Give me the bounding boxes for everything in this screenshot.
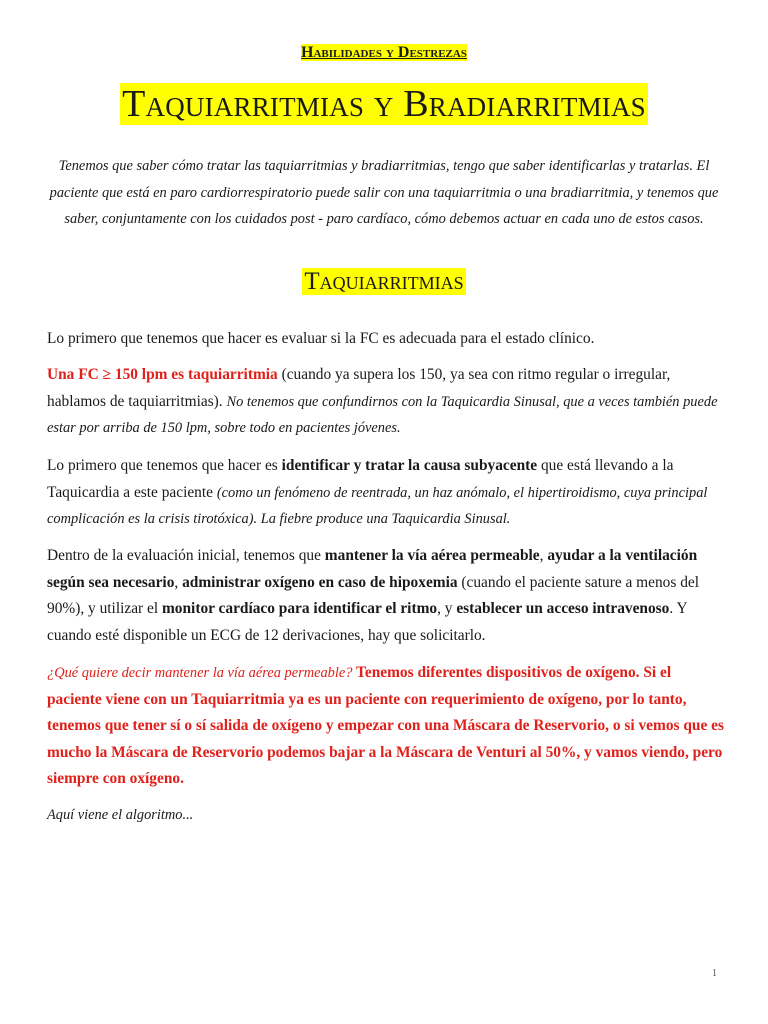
- paragraph-2-text: (cuando ya supera los 150, ya sea con ritmo regular o irregular, hablamos de taquiarritmias).: [47, 366, 671, 410]
- page-title: [0, 82, 768, 126]
- paragraph-4-bold-monitor: monitor cardíaco para identificar el ritmo: [161, 600, 438, 617]
- paragraph-4-bold-oxygen: administrar oxígeno en caso de hipoxemia: [182, 573, 458, 591]
- paragraph-4-text-c: ,: [539, 547, 548, 564]
- paragraph-4-bold-airway: mantener la vía aérea permeable: [324, 547, 540, 564]
- paragraph-2-note: No tenemos que confundirnos con la Taquicardia Sinusal, que a veces también puede estar por arriba de 150 lpm, sobre todo en pacientes jóvenes.: [47, 393, 718, 436]
- algorithm-note: Aquí viene el algoritmo...: [47, 807, 194, 823]
- paragraph-6: [47, 802, 725, 829]
- paragraph-1: Lo primero que tenemos que hacer es evaluar si la FC es adecuada para el estado clínico.: [47, 330, 595, 347]
- intro-paragraph: Tenemos que saber cómo tratar las taquiarritmias y bradiarritmias, tengo que saber identificarlas y tratarlas. El paciente que está en paro cardiorrespiratorio puede salir con una taquiarritmia o una bradiarritmia, y tenemos que saber, conjuntamente con los cuidados post - paro cardíaco, cómo debemos actuar en cada uno de estos casos.: [49, 158, 719, 227]
- paragraph-3-text-a: Lo primero que tenemos que hacer es: [47, 457, 282, 474]
- section-heading-text: Taquiarritmias: [304, 268, 464, 295]
- paragraph-3: [47, 453, 725, 533]
- paragraph-3-note: (como un fenómeno de reentrada, un haz anómalo, el hipertiroidismo, cuya principal complicación es la crisis tirotóxica). La fiebre produce una Taquicardia Sinusal.: [47, 484, 708, 527]
- paragraph-4: [47, 543, 725, 649]
- paragraph-4-text-e: ,: [174, 573, 183, 591]
- paragraph-3-emphasis: identificar y tratar la causa subyacente: [281, 457, 538, 474]
- page-number: 1: [712, 968, 717, 979]
- page-title-text: Taquiarritmias y Bradiarritmias: [122, 83, 646, 125]
- paragraph-4-bold-iv: establecer un acceso intravenoso: [456, 600, 670, 617]
- paragraph-4-text-i: , y: [437, 600, 457, 617]
- paragraph-2: [47, 362, 725, 442]
- paragraph-5-question: ¿Qué quiere decir mantener la vía aérea permeable?: [47, 665, 353, 681]
- paragraph-4-bold-ventilation: ayudar a la ventilación según sea necesario: [47, 547, 698, 591]
- paragraph-5: [47, 660, 725, 793]
- highlight-fc-150: Una FC ≥ 150 lpm es taquiarritmia: [47, 366, 278, 383]
- paragraph-4-text-k: . Y cuando esté disponible un ECG de 12 derivaciones, hay que solicitarlo.: [47, 600, 688, 644]
- paragraph-4-text-g: (cuando el paciente sature a menos del 90%), y utilizar el: [47, 573, 700, 617]
- subject-text: Habilidades y Destrezas: [301, 44, 467, 61]
- paragraph-5-answer: Tenemos diferentes dispositivos de oxígeno. Si el paciente viene con un Taquiarritmia ya es un paciente con requerimiento de oxígeno, por lo tanto, tenemos que tener sí o sí salida de oxígeno y empezar con una Máscara de Reservorio, o si vemos que es mucho la Máscara de Reservorio podemos bajar a la Máscara de Venturi al 50%, y vamos viendo, pero siempre con oxígeno.: [47, 664, 724, 787]
- section-heading: [0, 268, 768, 296]
- paragraph-4-text-a: Dentro de la evaluación inicial, tenemos que: [47, 547, 325, 564]
- subject-heading: [0, 44, 768, 62]
- paragraph-3-text-c: que está llevando a la Taquicardia a este paciente: [47, 457, 674, 501]
